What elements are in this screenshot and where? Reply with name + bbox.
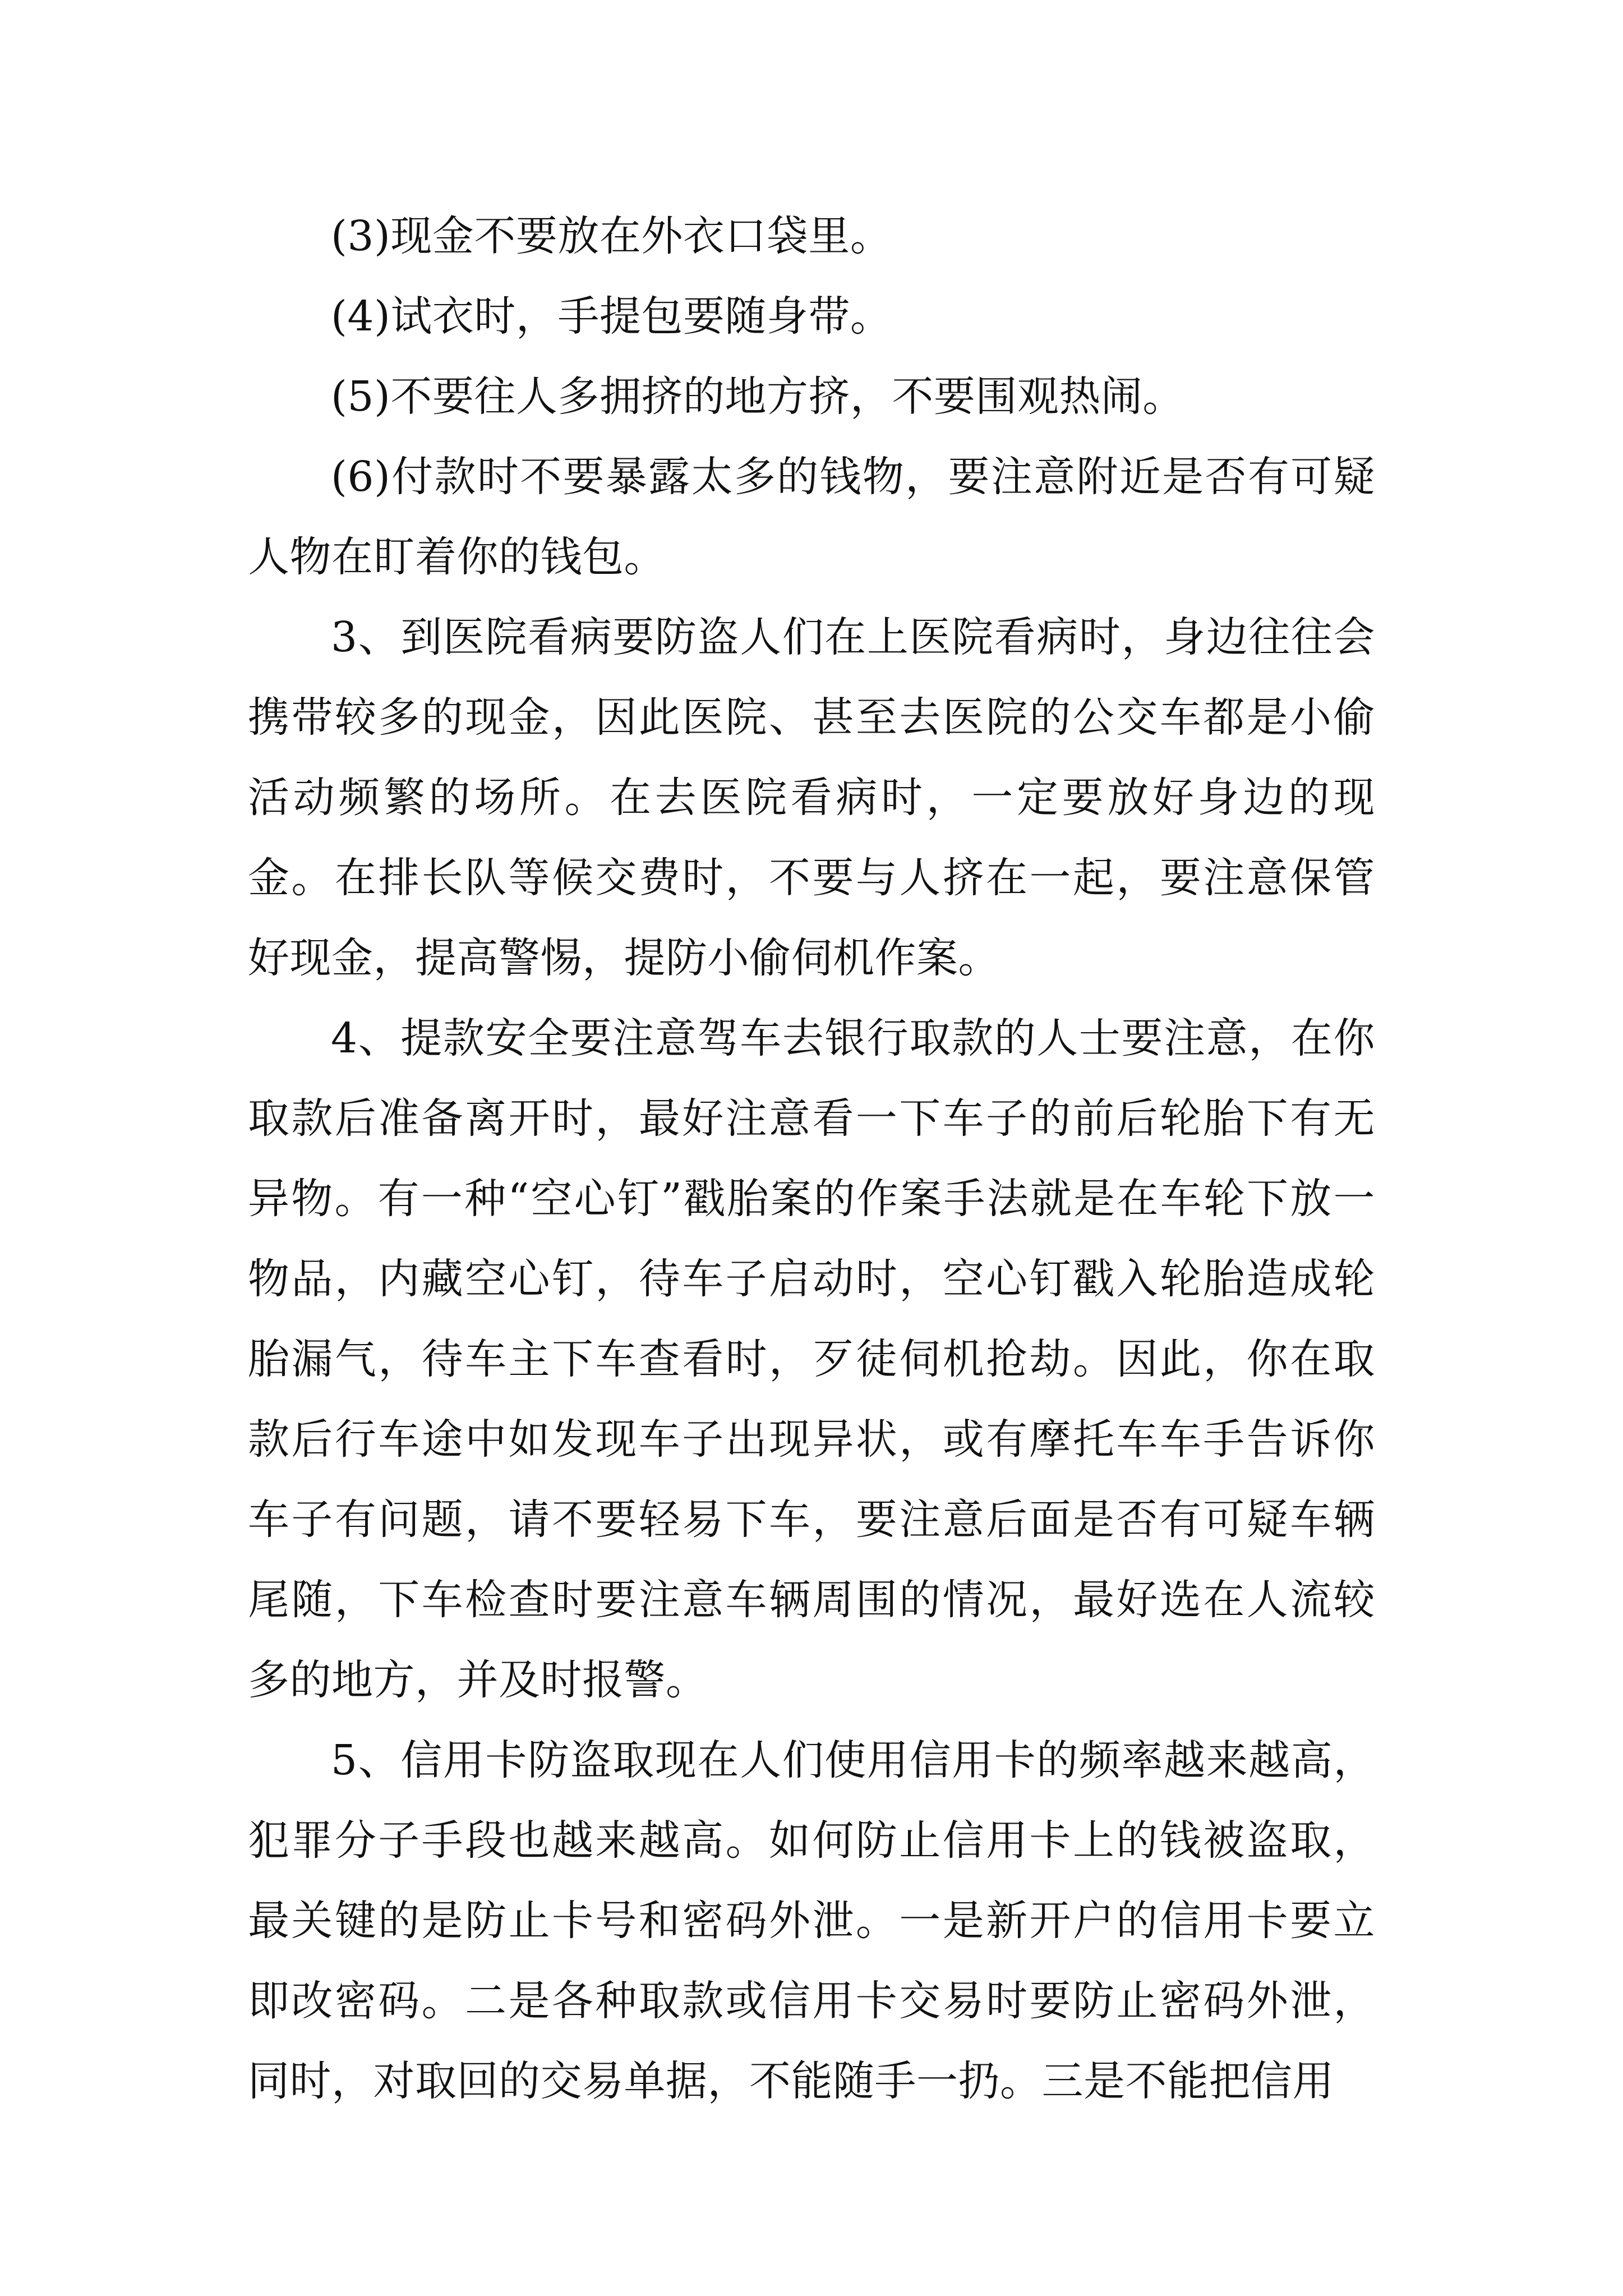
list-item-5: (5)不要往人多拥挤的地方挤，不要围观热闹。 bbox=[331, 372, 1184, 421]
paragraph-withdrawal: 4、提款安全要注意驾车去银行取款的人士要注意，在你取款后准备离开时，最好注意看一下车子的前后轮胎下有无异物。有一种“空心钉”戳胎案的作案手法就是在车轮下放一物品，内藏空心钉，待车子启动时，空心钉戳入轮胎造成轮胎漏气，待车主下车查看时，歹徒伺机抢劫。因此，你在取款后行车途中如发现车子出现异状，或有摩托车车手告诉你车子有问题，请不要轻易下车，要注意后面是否有可疑车辆尾随，下车检查时要注意车辆周围的情况，最好选在人流较多的地方，并及时报警。 bbox=[248, 1014, 1375, 1704]
paragraph-hospital: 3、到医院看病要防盗人们在上医院看病时，身边往往会携带较多的现金，因此医院、甚至去医院的公交车都是小偷活动频繁的场所。在去医院看病时，一定要放好身边的现金。在排长队等候交费时，不要与人挤在一起，要注意保管好现金，提高警惕，提防小偷伺机作案。 bbox=[248, 613, 1375, 982]
paragraph-credit-card: 5、信用卡防盗取现在人们使用信用卡的频率越来越高，犯罪分子手段也越来越高。如何防止信用卡上的钱被盗取，最关键的是防止卡号和密码外泄。一是新开户的信用卡要立即改密码。二是各种取款或信用卡交易时要防止密码外泄，同时，对取回的交易单据，不能随手一扔。三是不能把信用 bbox=[248, 1736, 1375, 2105]
list-item-4: (4)试衣时，手提包要随身带。 bbox=[331, 292, 892, 341]
document-body bbox=[248, 196, 1375, 2122]
list-item-3: (3)现金不要放在外衣口袋里。 bbox=[331, 212, 892, 260]
list-item-6: (6)付款时不要暴露太多的钱物，要注意附近是否有可疑人物在盯着你的钱包。 bbox=[248, 453, 1375, 581]
